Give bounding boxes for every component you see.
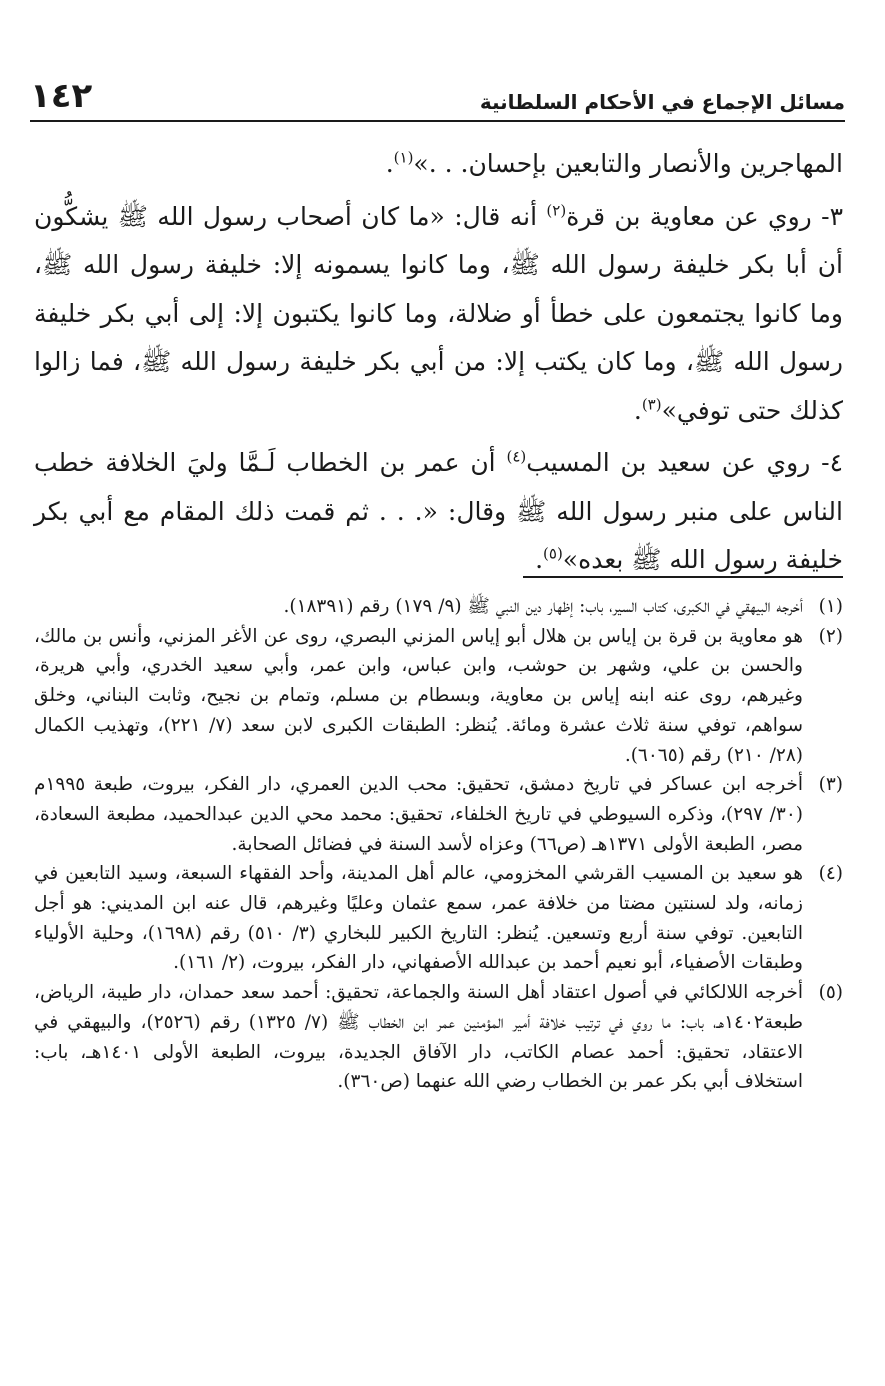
- footnote-ref: (٢): [546, 201, 567, 220]
- paragraph: [34, 439, 843, 585]
- paragraph-end: .: [535, 545, 544, 574]
- footnote-separator: [523, 576, 843, 578]
- footnote-ref: (٣): [641, 395, 662, 414]
- footnote-text: أخرجه ابن عساكر في تاريخ دمشق، تحقيق: محب الدين العمري، دار الفكر، بيروت، طبعة ١٩٩٥م (٣٠/ ٢٩٧)، وذكره السيوطي في تاريخ الخلفاء، تحقيق: محمد محي الدين عبدالحميد، مطبعة السعادة، مصر، الطبعة الأولى ١٣٧١هـ (ص٦٦) وعزاه لأسد السنة في فضائل الصحابة.: [34, 774, 803, 855]
- paragraph: [34, 193, 843, 436]
- paragraph-text: أن عمر بن الخطاب لَـمَّا وليَ الخلافة خطب الناس على منبر رسول الله ﷺ وقال: «. . . ثم قمت ذلك المقام مع أبي بكر خليفة رسول الله ﷺ بعده»: [34, 448, 843, 574]
- page-number: ١٤٢: [30, 76, 93, 116]
- footnote-number: (٢): [818, 625, 843, 647]
- footnote-text: أخرجه اللالكائي في أصول اعتقاد أهل السنة والجماعة، تحقيق: أحمد سعد حمدان، دار طيبة، الرياض، طبعة١٤٠٢هـ، باب: ما روي في ترتيب خلافة أمير المؤمنين عمر ابن الخطاب ﷺ (٧/ ١٣٢٥) رقم (٢٥٢٦)، والبيهقي في الاعتقاد، تحقيق: أحمد عصام الكاتب، دار الآفاق الجديدة، بيروت، الطبعة الأولى ١٤٠١هـ، باب: استخلاف أبي بكر عمر بن الخطاب رضي الله عنهما (ص٣٦٠).: [34, 982, 803, 1093]
- paragraph-end: .: [385, 149, 394, 178]
- footnote: [34, 592, 843, 622]
- footnote-ref: (١): [393, 148, 414, 167]
- footnote-ref: (٤): [506, 447, 527, 466]
- paragraph-text: ٣- روي عن معاوية بن قرة: [566, 201, 843, 231]
- paragraph-text: ٤- روي عن سعيد بن المسيب: [526, 448, 843, 477]
- paragraph-end: .: [633, 395, 642, 425]
- footnote-ref: (٥): [543, 544, 563, 563]
- paragraph-text: أنه قال: «ما كان أصحاب رسول الله ﷺ يشكُّون أن أبا بكر خليفة رسول الله ﷺ، وما كانوا يسمونه إلا: خليفة رسول الله ﷺ، وما كانوا يجتمعون على خطأ أو ضلالة، وما كانوا يكتبون إلا: إلى أبي بكر خليفة رسول الله ﷺ، وما كان يكتب إلا: من أبي بكر خليفة رسول الله ﷺ، فما زالوا كذلك حتى توفي»: [34, 201, 843, 425]
- footnote-number: (٥): [818, 982, 843, 1004]
- running-title: مسائل الإجماع في الأحكام السلطانية: [479, 90, 845, 114]
- footnotes: [34, 592, 843, 1097]
- footnote-text: أخرجه البيهقي في الكبرى، كتاب السير، باب: إظهار دين النبي ﷺ (٩/ ١٧٩) رقم (١٨٣٩١).: [283, 596, 803, 617]
- main-text: [34, 140, 843, 585]
- footnote-number: (٣): [818, 774, 843, 796]
- footnote: [34, 622, 843, 771]
- footnote: [34, 770, 843, 859]
- footnote: [34, 978, 843, 1097]
- footnote-text: هو سعيد بن المسيب القرشي المخزومي، عالم أهل المدينة، وأحد الفقهاء السبعة، وسيد التابعين في زمانه، ولد لسنتين مضتا من خلافة عمر، سمع عثمان وعليًا وغيرهم، قال عنه ابن المديني: هو أجل التابعين. توفي سنة أربع وتسعين. يُنظر: التاريخ الكبير للبخاري (٣/ ٥١٠) رقم (١٦٩٨)، وحلية الأولياء وطبقات الأصفياء، أبو نعيم أحمد بن عبدالله الأصفهاني، دار الفكر، بيروت، (٢/ ١٦١).: [34, 863, 803, 974]
- paragraph-text: المهاجرين والأنصار والتابعين بإحسان. . .»: [413, 149, 843, 178]
- paragraph: [34, 140, 843, 189]
- footnote-number: (١): [818, 596, 843, 617]
- footnote: [34, 859, 843, 978]
- footnote-number: (٤): [818, 863, 843, 885]
- page-header: [30, 72, 845, 122]
- footnote-text: هو معاوية بن قرة بن إياس بن هلال أبو إياس المزني البصري، روى عن الأغر المزني، وأنس بن مالك، والحسن بن علي، وشهر بن حوشب، وابن عباس، وابن عمر، وأبي سعيد الخدري، وأبي هريرة، وغيرهم، روى عنه ابنه إياس بن معاوية، وبسطام بن مسلم، وتمام بن نجيح، وثابت البناني، وخلق سواهم، توفي سنة ثلاث عشرة ومائة. يُنظر: الطبقات الكبرى لابن سعد (٧/ ٢٢١)، وتهذيب الكمال (٢٨/ ٢١٠) رقم (٦٠٦٥).: [34, 625, 803, 766]
